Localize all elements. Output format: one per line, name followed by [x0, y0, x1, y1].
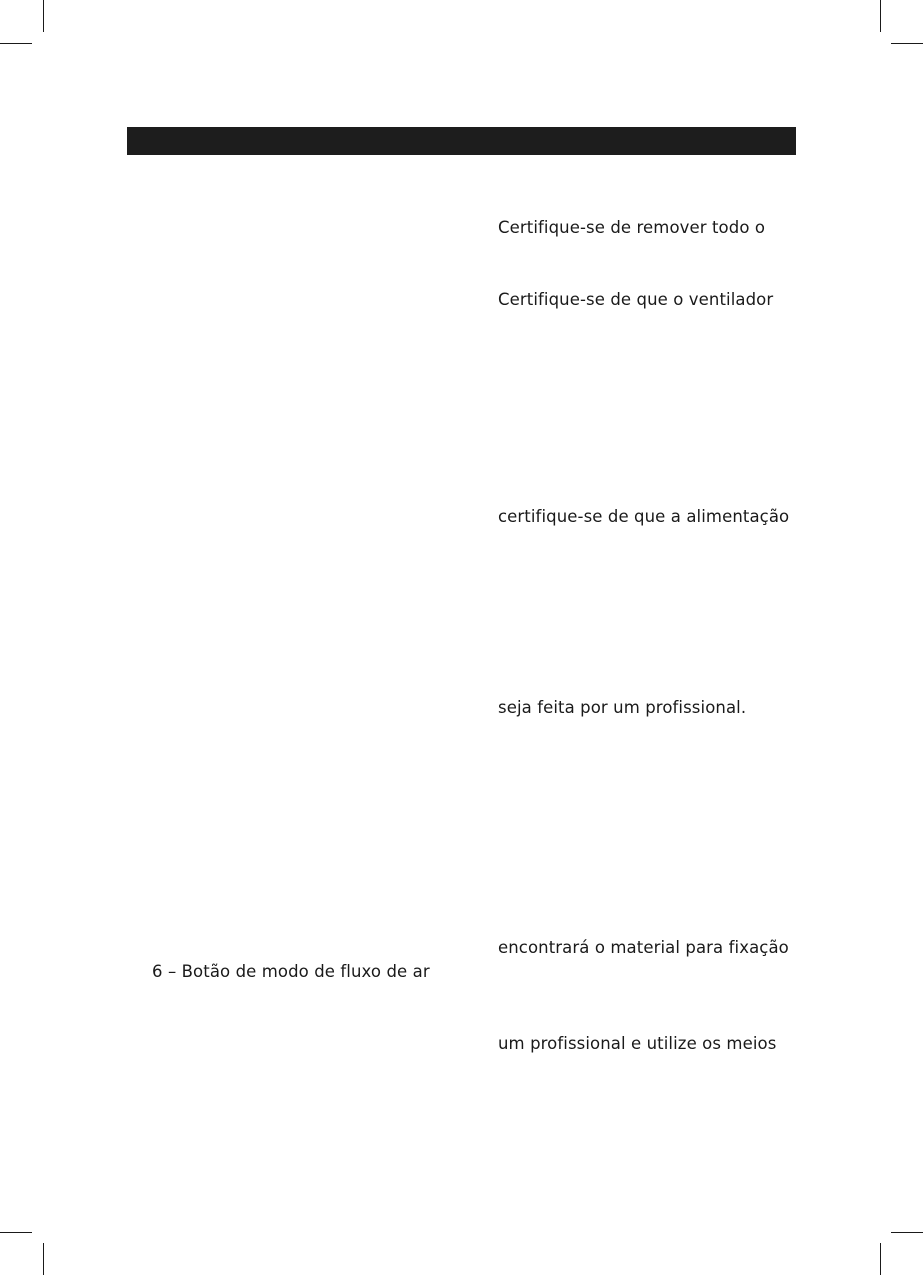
- right-text-line: um profissional e utilize os meios: [498, 1034, 777, 1053]
- right-text-line: Certifique-se de remover todo o: [498, 218, 766, 237]
- crop-mark: [880, 1243, 881, 1275]
- crop-mark: [0, 1232, 32, 1233]
- crop-mark: [880, 0, 881, 32]
- crop-mark: [43, 0, 44, 32]
- right-text-line: seja feita por um profissional.: [498, 698, 747, 717]
- right-text-line: Certifique-se de que o ventilador: [498, 290, 774, 309]
- crop-mark: [0, 43, 32, 44]
- crop-mark: [891, 43, 923, 44]
- section-header-bar: [127, 127, 796, 155]
- left-text-line: 6 – Botão de modo de fluxo de ar: [152, 962, 430, 981]
- crop-mark: [43, 1243, 44, 1275]
- right-text-line: certifique-se de que a alimentação: [498, 507, 790, 526]
- right-text-line: encontrará o material para fixação: [498, 938, 789, 957]
- crop-mark: [891, 1232, 923, 1233]
